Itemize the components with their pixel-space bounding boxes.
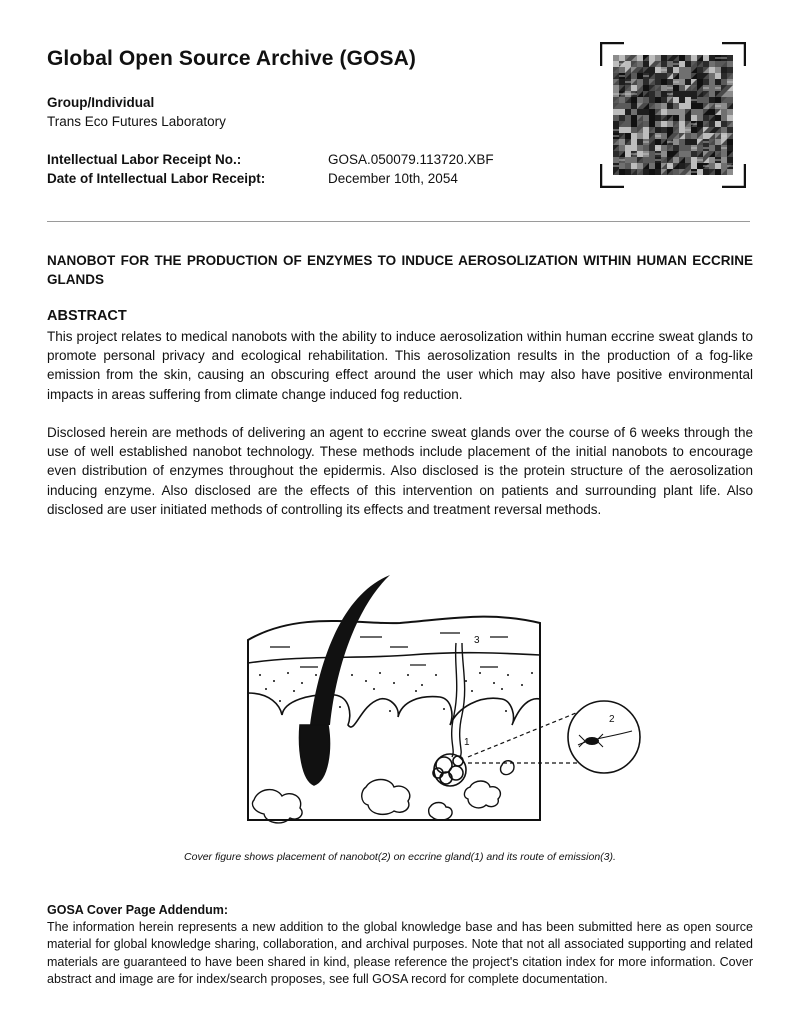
qr-module bbox=[631, 115, 637, 121]
qr-module bbox=[625, 157, 631, 163]
qr-module bbox=[625, 163, 631, 169]
qr-module bbox=[673, 109, 679, 115]
surface-marks bbox=[270, 633, 508, 667]
qr-module bbox=[685, 115, 691, 121]
nanobot-label: 2 bbox=[609, 714, 615, 725]
qr-module bbox=[661, 151, 667, 157]
qr-module bbox=[721, 103, 727, 109]
qr-module bbox=[679, 79, 685, 85]
qr-module bbox=[673, 103, 679, 109]
qr-module bbox=[625, 61, 631, 67]
qr-module bbox=[619, 103, 625, 109]
qr-module bbox=[697, 79, 703, 85]
qr-module bbox=[709, 79, 715, 85]
qr-module bbox=[715, 121, 721, 127]
qr-module bbox=[679, 127, 685, 133]
qr-module bbox=[697, 67, 703, 73]
fat-lobules bbox=[252, 761, 514, 823]
qr-module bbox=[643, 85, 649, 91]
qr-module bbox=[685, 151, 691, 157]
qr-module bbox=[637, 61, 643, 67]
qr-module bbox=[679, 73, 685, 79]
qr-module bbox=[661, 127, 667, 133]
qr-module bbox=[625, 109, 631, 115]
qr-module bbox=[715, 163, 721, 169]
qr-module bbox=[715, 97, 721, 103]
addendum-heading: GOSA Cover Page Addendum: bbox=[47, 903, 229, 917]
qr-module bbox=[655, 55, 661, 61]
qr-module bbox=[721, 115, 727, 121]
corner-bracket-frame-icon bbox=[600, 42, 746, 188]
qr-module bbox=[649, 91, 655, 97]
qr-module bbox=[631, 133, 637, 139]
qr-module bbox=[649, 55, 655, 61]
qr-module bbox=[703, 97, 709, 103]
qr-module bbox=[721, 67, 727, 73]
qr-module bbox=[691, 163, 697, 169]
qr-module bbox=[631, 139, 637, 145]
qr-module bbox=[631, 73, 637, 79]
sweat-duct bbox=[452, 643, 465, 757]
qr-module bbox=[643, 127, 649, 133]
qr-module bbox=[619, 109, 625, 115]
qr-module bbox=[661, 79, 667, 85]
qr-module bbox=[709, 109, 715, 115]
qr-module bbox=[691, 55, 697, 61]
qr-module bbox=[619, 127, 625, 133]
qr-module bbox=[715, 139, 721, 145]
qr-module bbox=[721, 127, 727, 133]
qr-module bbox=[643, 79, 649, 85]
qr-module bbox=[661, 133, 667, 139]
qr-module bbox=[631, 145, 637, 151]
qr-module bbox=[721, 157, 727, 163]
qr-module bbox=[613, 85, 619, 91]
qr-module bbox=[697, 169, 703, 175]
qr-module bbox=[685, 61, 691, 67]
qr-module bbox=[715, 61, 721, 67]
qr-module bbox=[637, 133, 643, 139]
qr-module bbox=[649, 109, 655, 115]
qr-module bbox=[691, 133, 697, 139]
qr-module bbox=[649, 163, 655, 169]
qr-module bbox=[661, 145, 667, 151]
qr-module bbox=[727, 61, 733, 67]
qr-module bbox=[697, 73, 703, 79]
qr-module bbox=[667, 109, 673, 115]
qr-module bbox=[703, 133, 709, 139]
qr-module bbox=[685, 55, 691, 61]
qr-module bbox=[673, 115, 679, 121]
qr-module bbox=[613, 151, 619, 157]
qr-module bbox=[685, 73, 691, 79]
qr-module bbox=[703, 115, 709, 121]
qr-module bbox=[709, 61, 715, 67]
qr-module bbox=[685, 91, 691, 97]
qr-module bbox=[715, 73, 721, 79]
group-value: Trans Eco Futures Laboratory bbox=[47, 114, 226, 129]
qr-module bbox=[661, 109, 667, 115]
qr-code-icon bbox=[613, 55, 733, 175]
qr-module bbox=[637, 151, 643, 157]
qr-module bbox=[673, 139, 679, 145]
qr-module bbox=[649, 151, 655, 157]
qr-module bbox=[649, 121, 655, 127]
qr-module bbox=[685, 79, 691, 85]
qr-module bbox=[661, 91, 667, 97]
qr-module bbox=[679, 145, 685, 151]
qr-module bbox=[727, 97, 733, 103]
qr-module bbox=[619, 55, 625, 61]
qr-module bbox=[619, 67, 625, 73]
qr-module bbox=[679, 103, 685, 109]
qr-module bbox=[667, 103, 673, 109]
qr-module bbox=[649, 169, 655, 175]
qr-module bbox=[685, 103, 691, 109]
qr-module bbox=[685, 133, 691, 139]
qr-module bbox=[613, 109, 619, 115]
qr-module bbox=[673, 145, 679, 151]
qr-module bbox=[691, 157, 697, 163]
figure-caption: Cover figure shows placement of nanobot(2) on eccrine gland(1) and its route of emission(3). bbox=[184, 851, 616, 863]
receipt-number-label: Intellectual Labor Receipt No.: bbox=[47, 152, 242, 167]
qr-module bbox=[679, 97, 685, 103]
qr-module bbox=[727, 169, 733, 175]
qr-module bbox=[691, 127, 697, 133]
qr-module bbox=[643, 169, 649, 175]
qr-module bbox=[721, 121, 727, 127]
qr-module bbox=[727, 139, 733, 145]
qr-module bbox=[703, 169, 709, 175]
qr-module bbox=[697, 163, 703, 169]
qr-module bbox=[697, 145, 703, 151]
qr-module bbox=[637, 55, 643, 61]
qr-module bbox=[613, 121, 619, 127]
qr-module bbox=[619, 79, 625, 85]
qr-module bbox=[679, 67, 685, 73]
qr-module bbox=[631, 163, 637, 169]
qr-module bbox=[625, 145, 631, 151]
qr-module bbox=[679, 55, 685, 61]
document-title: NANOBOT FOR THE PRODUCTION OF ENZYMES TO INDUCE AEROSOLIZATION WITHIN HUMAN ECCRINE GLANDS bbox=[47, 253, 753, 287]
qr-module bbox=[709, 73, 715, 79]
qr-module bbox=[643, 157, 649, 163]
qr-module bbox=[667, 79, 673, 85]
eccrine-gland-coil bbox=[433, 754, 466, 786]
qr-module bbox=[691, 103, 697, 109]
dermis-boundary bbox=[248, 693, 540, 727]
qr-module bbox=[643, 97, 649, 103]
qr-module bbox=[727, 67, 733, 73]
qr-module bbox=[631, 103, 637, 109]
qr-module bbox=[619, 97, 625, 103]
qr-module bbox=[637, 73, 643, 79]
qr-module bbox=[703, 55, 709, 61]
header-divider bbox=[47, 221, 750, 222]
qr-module bbox=[703, 79, 709, 85]
qr-module bbox=[661, 121, 667, 127]
qr-module bbox=[667, 121, 673, 127]
qr-module bbox=[625, 151, 631, 157]
qr-module bbox=[625, 121, 631, 127]
qr-module bbox=[709, 97, 715, 103]
qr-module bbox=[661, 85, 667, 91]
qr-module bbox=[709, 85, 715, 91]
qr-module bbox=[709, 145, 715, 151]
qr-module bbox=[613, 157, 619, 163]
abstract-paragraph: This project relates to medical nanobots with the ability to induce aerosolization within human eccrine sweat glands to promote personal privacy and ecological rehabilitation. This aerosolization results in the production of a fog-like emission from the skin, causing an obscuring effect around the user which may also have positive environmental impacts in areas suffering from climate change induced fog reduction. bbox=[47, 329, 753, 402]
qr-module bbox=[655, 121, 661, 127]
qr-module bbox=[691, 139, 697, 145]
qr-module bbox=[613, 61, 619, 67]
qr-module bbox=[691, 151, 697, 157]
qr-module bbox=[625, 103, 631, 109]
qr-module bbox=[697, 121, 703, 127]
qr-module bbox=[655, 73, 661, 79]
qr-module bbox=[685, 145, 691, 151]
qr-module bbox=[673, 157, 679, 163]
qr-module bbox=[655, 67, 661, 73]
qr-module bbox=[697, 103, 703, 109]
qr-module bbox=[655, 91, 661, 97]
qr-module bbox=[619, 163, 625, 169]
qr-module bbox=[655, 97, 661, 103]
qr-module bbox=[679, 91, 685, 97]
qr-module bbox=[619, 139, 625, 145]
qr-module bbox=[655, 169, 661, 175]
qr-module bbox=[661, 61, 667, 67]
qr-module bbox=[631, 157, 637, 163]
qr-module bbox=[643, 109, 649, 115]
qr-module bbox=[679, 115, 685, 121]
qr-module bbox=[727, 55, 733, 61]
skin-cross-section-figure bbox=[240, 575, 660, 830]
qr-module bbox=[715, 115, 721, 121]
qr-module bbox=[721, 163, 727, 169]
qr-module bbox=[643, 145, 649, 151]
qr-module bbox=[721, 109, 727, 115]
receipt-number-value: GOSA.050079.113720.XBF bbox=[328, 152, 494, 167]
qr-module bbox=[673, 85, 679, 91]
callout-lines bbox=[468, 713, 582, 763]
qr-module bbox=[625, 127, 631, 133]
receipt-date-value: December 10th, 2054 bbox=[328, 171, 458, 186]
qr-module bbox=[709, 163, 715, 169]
qr-module bbox=[685, 97, 691, 103]
qr-module bbox=[721, 151, 727, 157]
qr-module bbox=[721, 79, 727, 85]
qr-module bbox=[679, 109, 685, 115]
qr-module bbox=[691, 109, 697, 115]
qr-module bbox=[631, 121, 637, 127]
qr-module bbox=[655, 115, 661, 121]
qr-module bbox=[655, 127, 661, 133]
qr-module bbox=[727, 115, 733, 121]
qr-module bbox=[685, 157, 691, 163]
archive-title: Global Open Source Archive (GOSA) bbox=[47, 47, 416, 70]
qr-module bbox=[727, 91, 733, 97]
qr-module bbox=[685, 67, 691, 73]
qr-module bbox=[637, 145, 643, 151]
qr-module bbox=[667, 151, 673, 157]
qr-module bbox=[619, 145, 625, 151]
qr-module bbox=[691, 115, 697, 121]
qr-module bbox=[715, 67, 721, 73]
hair-shaft bbox=[310, 575, 390, 725]
qr-module bbox=[631, 85, 637, 91]
qr-module bbox=[625, 115, 631, 121]
qr-module bbox=[613, 55, 619, 61]
qr-module bbox=[649, 67, 655, 73]
abstract-heading: ABSTRACT bbox=[47, 308, 127, 324]
qr-module bbox=[649, 97, 655, 103]
qr-module bbox=[637, 97, 643, 103]
qr-module bbox=[625, 133, 631, 139]
qr-module bbox=[637, 139, 643, 145]
gland-label: 1 bbox=[464, 737, 470, 748]
qr-module bbox=[673, 91, 679, 97]
qr-module bbox=[649, 145, 655, 151]
qr-module bbox=[709, 157, 715, 163]
qr-module bbox=[637, 109, 643, 115]
qr-module bbox=[679, 139, 685, 145]
qr-module bbox=[649, 115, 655, 121]
qr-module bbox=[673, 97, 679, 103]
qr-module bbox=[727, 109, 733, 115]
qr-module bbox=[715, 79, 721, 85]
qr-module bbox=[661, 55, 667, 61]
qr-module bbox=[637, 163, 643, 169]
group-label: Group/Individual bbox=[47, 95, 155, 110]
addendum-text: The information herein represents a new addition to the global knowledge base and has been submitted here as open source material for global knowledge sharing, collaboration, and archival purposes. Note that not all associated supporting and related materials are guaranteed to have been shared in kind, please reference the project's citation index for more information. Cover abstract and image are for index/search proposes, see full GOSA record for complete documentation. bbox=[47, 920, 753, 986]
qr-module bbox=[655, 79, 661, 85]
qr-module bbox=[691, 91, 697, 97]
qr-module bbox=[637, 79, 643, 85]
qr-module bbox=[727, 127, 733, 133]
qr-module bbox=[673, 67, 679, 73]
qr-module bbox=[715, 145, 721, 151]
qr-module bbox=[685, 139, 691, 145]
qr-module bbox=[649, 157, 655, 163]
qr-module bbox=[631, 127, 637, 133]
qr-module bbox=[709, 67, 715, 73]
qr-module bbox=[655, 103, 661, 109]
qr-module bbox=[655, 139, 661, 145]
qr-module bbox=[661, 73, 667, 79]
qr-module bbox=[697, 109, 703, 115]
qr-module bbox=[667, 67, 673, 73]
qr-module bbox=[661, 97, 667, 103]
qr-module bbox=[643, 121, 649, 127]
qr-module bbox=[643, 61, 649, 67]
qr-module bbox=[679, 163, 685, 169]
qr-module bbox=[709, 55, 715, 61]
qr-module bbox=[613, 115, 619, 121]
qr-code-block bbox=[600, 42, 746, 188]
qr-module bbox=[715, 169, 721, 175]
hair-follicle bbox=[300, 725, 330, 785]
epidermis-layer bbox=[248, 653, 540, 663]
qr-module bbox=[655, 163, 661, 169]
qr-module bbox=[703, 61, 709, 67]
qr-module bbox=[667, 127, 673, 133]
qr-module bbox=[697, 115, 703, 121]
qr-module bbox=[661, 103, 667, 109]
qr-module bbox=[667, 61, 673, 67]
qr-module bbox=[619, 115, 625, 121]
qr-module bbox=[709, 121, 715, 127]
qr-module bbox=[697, 97, 703, 103]
qr-module bbox=[727, 145, 733, 151]
qr-module bbox=[679, 61, 685, 67]
qr-module bbox=[625, 169, 631, 175]
qr-module bbox=[631, 97, 637, 103]
qr-module bbox=[643, 115, 649, 121]
qr-module bbox=[709, 91, 715, 97]
qr-module bbox=[679, 151, 685, 157]
abstract-paragraph: Disclosed herein are methods of delivering an agent to eccrine sweat glands over the course of 6 weeks through the use of well established nanobot technology. These methods include placement of the initial nanobots to encourage even distribution of enzymes throughout the epidermis. Also disclosed is the protein structure of the aerosolization inducing enzyme. Also disclosed are the effects of this intervention on patients and surrounding plant life. Also disclosed are user initiated methods of controlling its effects and treatment reversal methods. bbox=[47, 425, 753, 517]
qr-module bbox=[619, 169, 625, 175]
qr-module bbox=[727, 157, 733, 163]
qr-module bbox=[721, 73, 727, 79]
route-label: 3 bbox=[474, 635, 480, 646]
qr-module bbox=[679, 121, 685, 127]
qr-module bbox=[673, 169, 679, 175]
qr-module bbox=[643, 133, 649, 139]
qr-module bbox=[631, 109, 637, 115]
qr-module bbox=[679, 85, 685, 91]
receipt-date-label: Date of Intellectual Labor Receipt: bbox=[47, 171, 266, 186]
